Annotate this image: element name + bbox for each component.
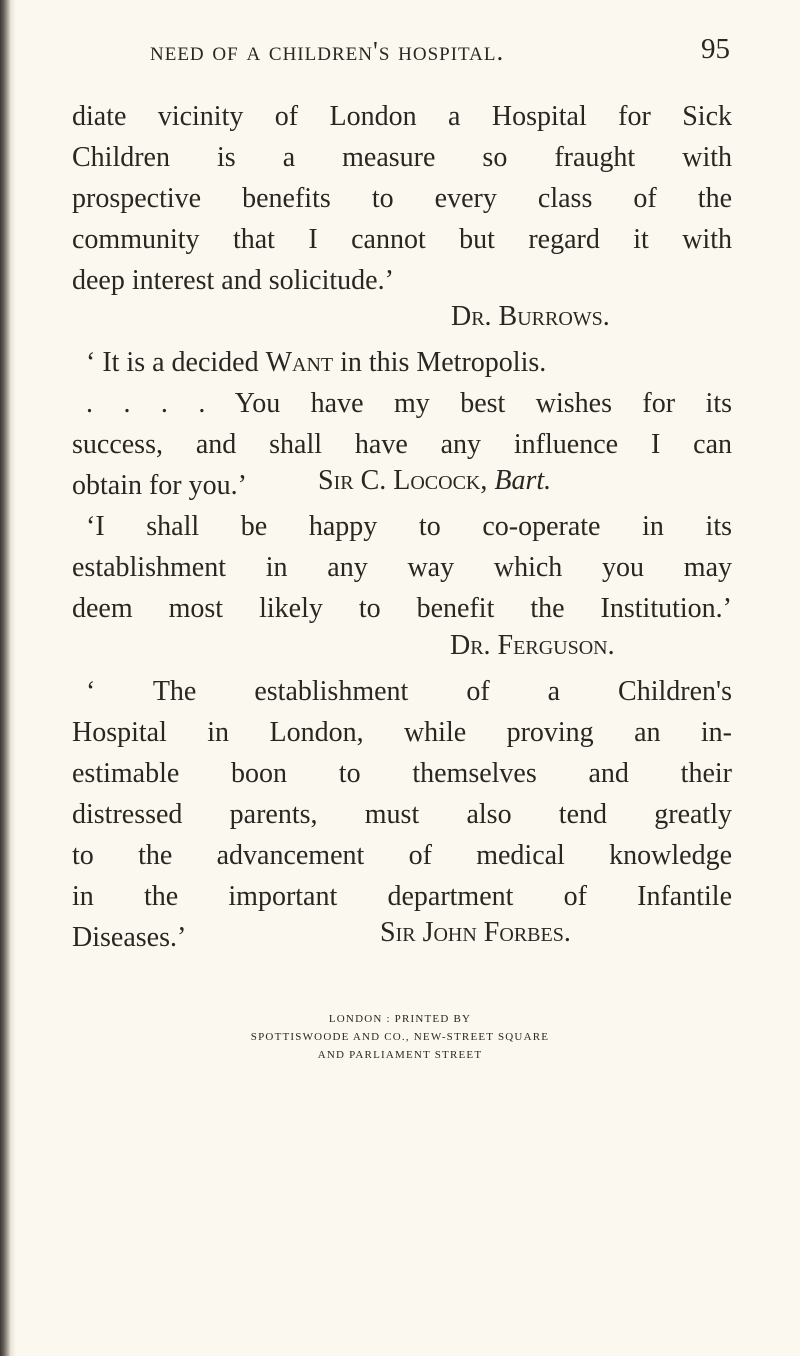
page-binding-shadow <box>10 0 16 1356</box>
quote-line: ‘I shall be happy to co-operate in its <box>86 511 732 542</box>
attribution-burrows: Dr. Burrows. <box>451 301 610 332</box>
quote-line: ‘ The establishment of a Children's <box>86 676 732 707</box>
body-line: deep interest and solicitude.’ <box>72 265 394 296</box>
attribution-name: Sir C. Locock, <box>318 465 488 496</box>
body-line: community that I cannot but regard it with <box>72 224 732 255</box>
quote-line: establishment in any way which you may <box>72 552 732 583</box>
attribution-title: Bart. <box>494 465 552 496</box>
attribution-locock <box>318 465 551 497</box>
quote-line: Hospital in London, while proving an in- <box>72 717 732 748</box>
quote-line: in the important department of Infantile <box>72 881 732 912</box>
imprint-line: LONDON : PRINTED BY <box>328 1013 472 1025</box>
emphasis-want: Want <box>265 347 334 378</box>
quote-line: to the advancement of medical knowledge <box>72 840 732 871</box>
imprint-line: SPOTTISWOODE AND CO., NEW-STREET SQUARE <box>250 1031 550 1043</box>
quote-line: Diseases.’ <box>72 922 187 953</box>
quote-text: ‘ It is a decided <box>86 347 266 378</box>
quote-line <box>86 342 746 383</box>
body-line: Children is a measure so fraught with <box>72 142 732 173</box>
running-title: need of a children's hospital. <box>150 36 505 66</box>
quote-line: estimable boon to themselves and their <box>72 758 732 789</box>
quote-line: distressed parents, must also tend greatly <box>72 799 732 830</box>
body-line: prospective benefits to every class of the <box>72 183 732 214</box>
quote-line: success, and shall have any influence I can <box>72 429 732 460</box>
imprint-line: AND PARLIAMENT STREET <box>317 1049 483 1061</box>
page-number: 95 <box>701 33 730 65</box>
attribution-forbes: Sir John Forbes. <box>380 917 571 948</box>
page-binding-edge <box>0 0 10 1356</box>
attribution-ferguson: Dr. Ferguson. <box>450 630 615 661</box>
quote-line: obtain for you.’ <box>72 470 247 501</box>
quote-line: . . . . You have my best wishes for its <box>86 388 732 419</box>
quote-text: in this Metropolis. <box>333 347 547 378</box>
body-line: diate vicinity of London a Hospital for Sick <box>72 101 732 132</box>
quote-line: deem most likely to benefit the Institution.’ <box>72 593 732 624</box>
